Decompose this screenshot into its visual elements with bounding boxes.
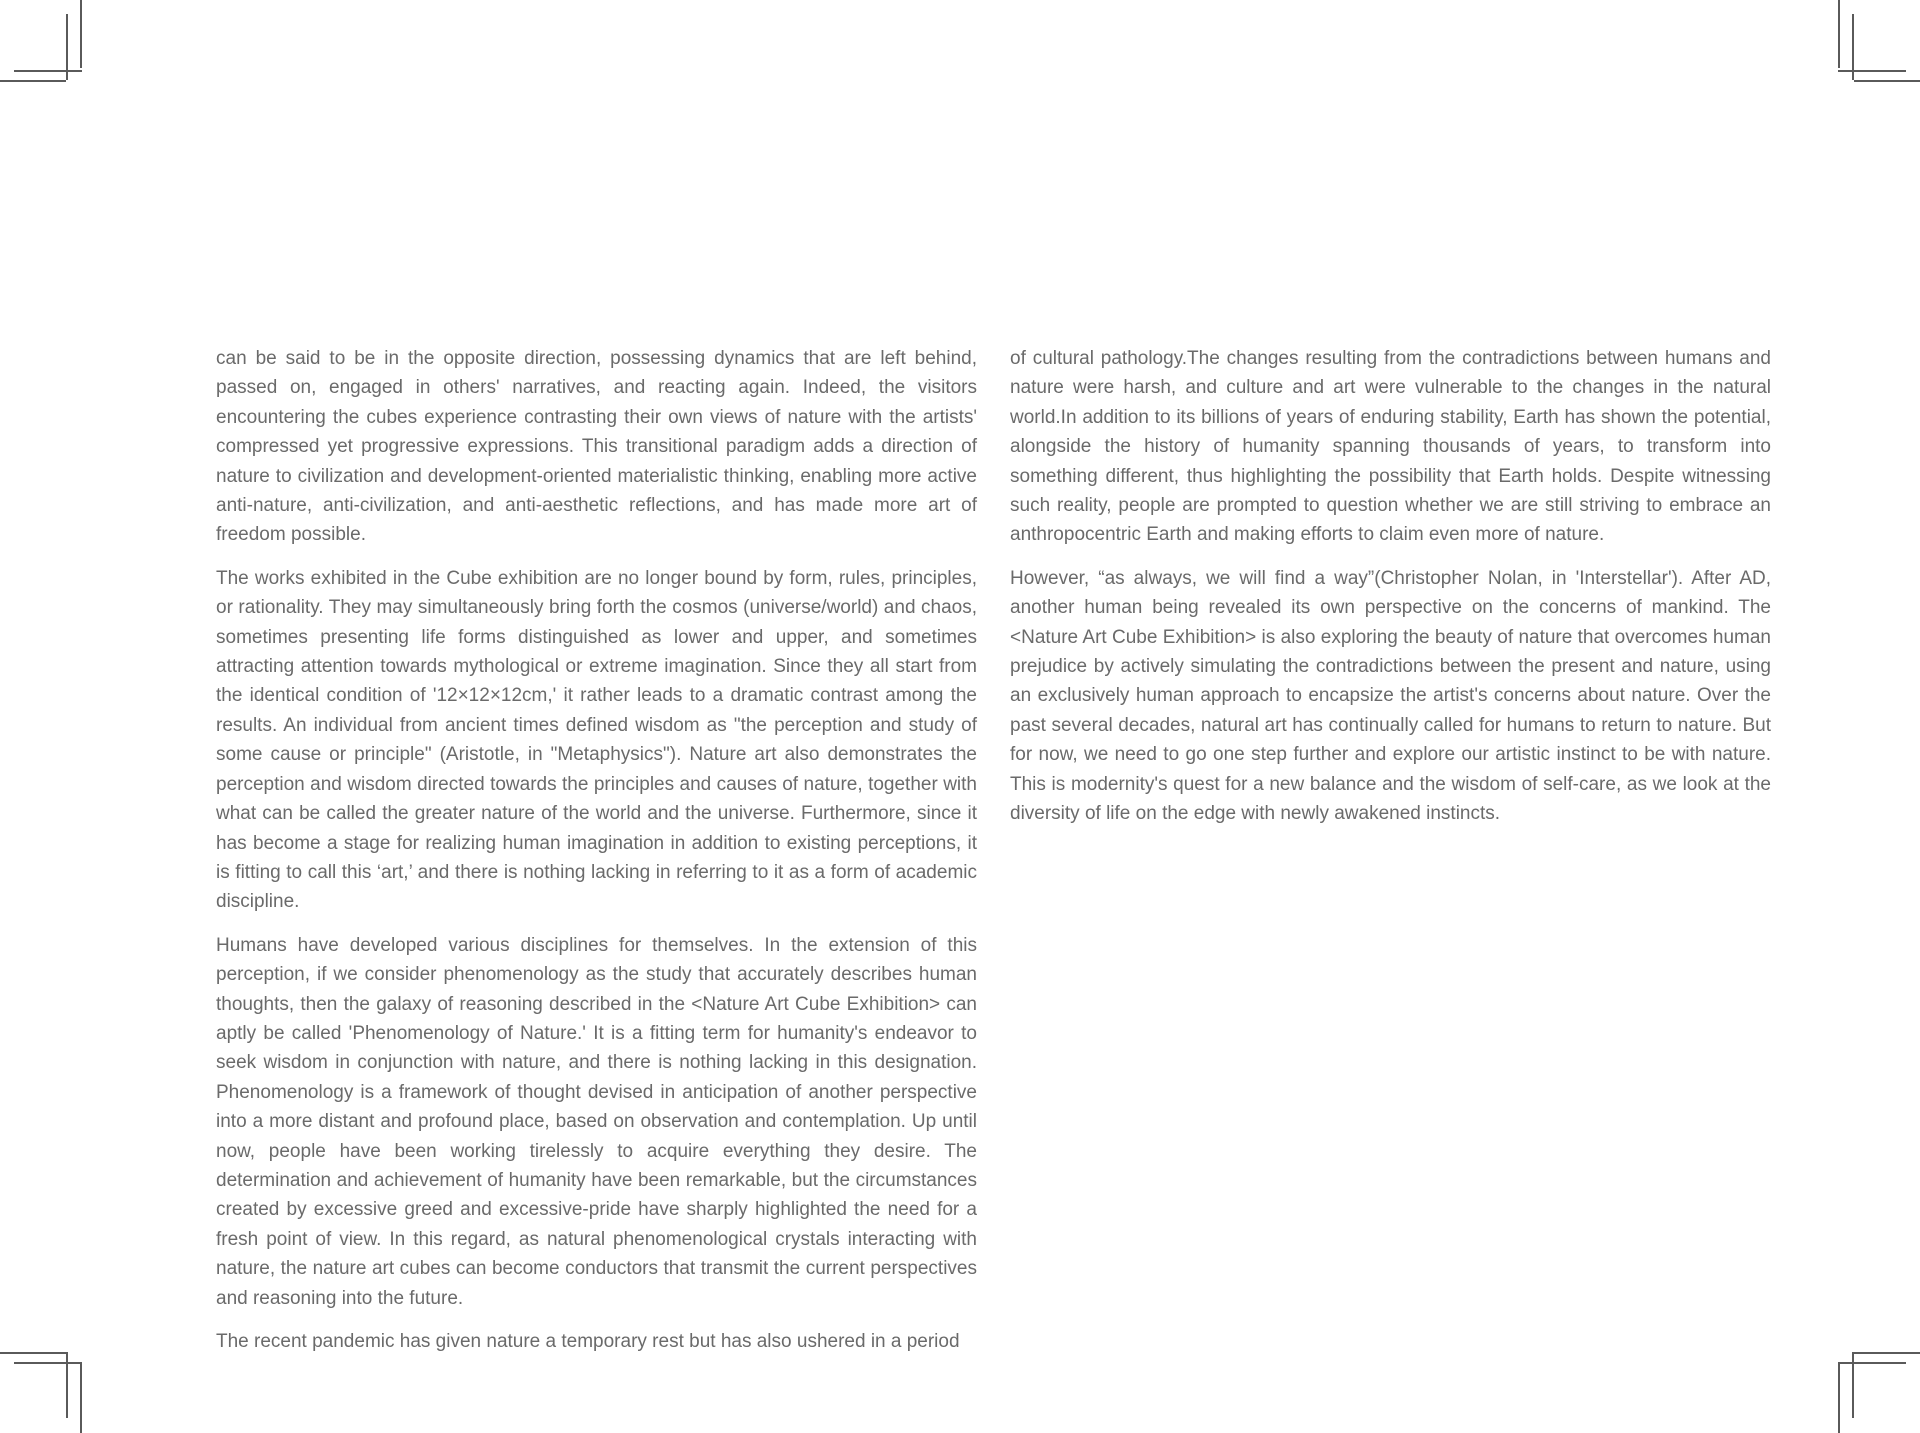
crop-mark-bottom-left-horizontal-inner: [14, 1362, 82, 1364]
crop-mark-top-left-vertical: [80, 0, 82, 68]
crop-mark-top-left-horizontal-inner: [14, 70, 82, 72]
paragraph: of cultural pathology.The changes resulting from the contradictions between humans and nature were harsh, and culture and art were vulnerable to the changes in the natural world.In addition to its billions of years of enduring stability, Earth has shown the potential, alongside the history of humanity spanning thousands of years, to transform into something different, thus highlighting the possibility that Earth holds. Despite witnessing such reality, people are prompted to question whether we are still striving to embrace an anthropocentric Earth and making efforts to claim even more of nature.: [1010, 348, 1771, 546]
text-column-right: [1010, 344, 1771, 843]
paragraph: The works exhibited in the Cube exhibition are no longer bound by form, rules, principles, or rationality. They may simultaneously bring forth the cosmos (universe/world) and chaos, sometimes presenting life forms distinguished as lower and upper, and sometimes attracting attention towards mythological or extreme imagination. Since they all start from the identical condition of '12×12×12cm,' it rather leads to a dramatic contrast among the results. An individual from ancient times defined wisdom as "the perception and study of some cause or principle" (Aristotle, in "Metaphysics"). Nature art also demonstrates the perception and wisdom directed towards the principles and causes of nature, together with what can be called the greater nature of the world and the universe. Furthermore, since it has become a stage for realizing human imagination in addition to existing perceptions, it is fitting to call this ‘art,’ and there is nothing lacking in referring to it as a form of academic discipline.: [216, 567, 977, 913]
crop-mark-bottom-left-vertical: [80, 1364, 82, 1433]
crop-mark-bottom-left-vertical-inner: [66, 1352, 68, 1418]
crop-mark-bottom-right-horizontal: [1854, 1352, 1920, 1354]
paragraph: However, “as always, we will find a way”(Christopher Nolan, in 'Interstellar'). After AD, another human being revealed its own perspective on the concerns of mankind. The <Nature Art Cube Exhibition> is also exploring the beauty of nature that overcomes human prejudice by actively simulating the contradictions between the present and nature, using an exclusively human approach to encapsize the artist's concerns about nature. Over the past several decades, natural art has continually called for humans to return to nature. But for now, we need to go one step further and explore our artistic instinct to be with nature. This is modernity's quest for a new balance and the wisdom of self-care, as we look at the diversity of life on the edge with newly awakened instincts.: [1010, 567, 1771, 825]
crop-mark-top-left-vertical-inner: [66, 14, 68, 80]
paragraph: Humans have developed various disciplines for themselves. In the extension of this perception, if we consider phenomenology as the study that accurately describes human thoughts, then the galaxy of reasoning described in the <Nature Art Cube Exhibition> can aptly be called 'Phenomenology of Nature.' It is a fitting term for humanity's endeavor to seek wisdom in conjunction with nature, and there is nothing lacking in this designation. Phenomenology is a framework of thought devised in anticipation of another perspective into a more distant and profound place, based on observation and contemplation. Up until now, people have been working tirelessly to acquire everything they desire. The determination and achievement of humanity have been remarkable, but the circumstances created by excessive greed and excessive-pride have sharply highlighted the need for a fresh point of view. In this regard, as natural phenomenological crystals interacting with nature, the nature art cubes can become conductors that transmit the current perspectives and reasoning into the future.: [216, 934, 977, 1309]
crop-mark-bottom-right-vertical: [1838, 1364, 1840, 1433]
crop-mark-top-left-horizontal: [0, 80, 66, 82]
crop-mark-bottom-right-vertical-inner: [1852, 1352, 1854, 1418]
text-column-left: [216, 344, 977, 1370]
crop-mark-top-right-vertical-inner: [1852, 14, 1854, 80]
crop-mark-top-right-horizontal: [1854, 80, 1920, 82]
paragraph: The recent pandemic has given nature a temporary rest but has also ushered in a period: [216, 1331, 960, 1352]
crop-mark-bottom-left-horizontal: [0, 1352, 66, 1354]
crop-mark-bottom-right-horizontal-inner: [1838, 1362, 1906, 1364]
crop-mark-top-right-vertical: [1838, 0, 1840, 68]
crop-mark-top-right-horizontal-inner: [1838, 70, 1906, 72]
paragraph: can be said to be in the opposite direction, possessing dynamics that are left behind, passed on, engaged in others' narratives, and reacting again. Indeed, the visitors encountering the cubes experience contrasting their own views of nature with the artists' compressed yet progressive expressions. This transitional paradigm adds a direction of nature to civilization and development-oriented materialistic thinking, enabling more active anti-nature, anti-civilization, and anti-aesthetic reflections, and has made more art of freedom possible.: [216, 348, 977, 546]
